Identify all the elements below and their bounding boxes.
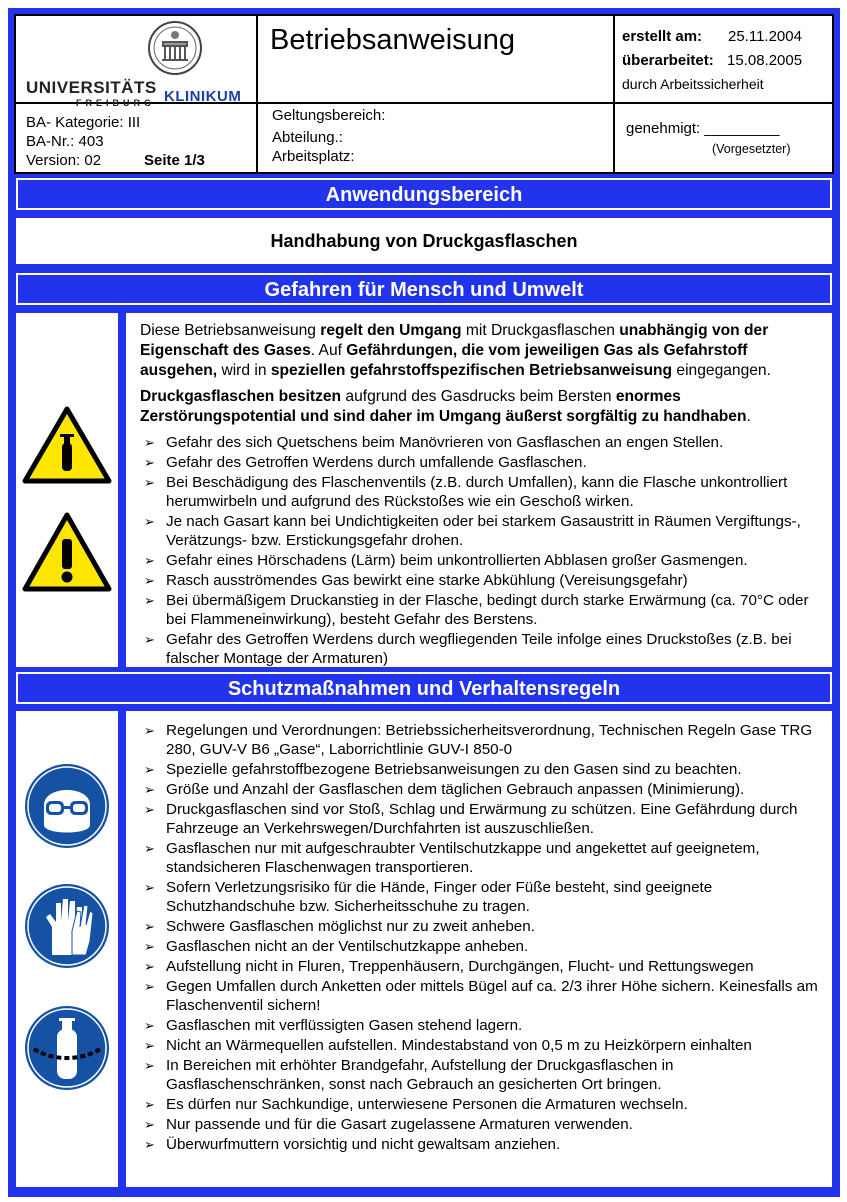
list-item-text: Spezielle gefahrstoffbezogene Betriebsanweisungen zu den Gasen sind zu beachten. [166,761,742,778]
university-logo [22,20,252,108]
text-run: enormes Zerstörungspotential und sind daher im Umgang äußerst sorgfältig zu handhaben [140,388,747,425]
section-anwendungsbereich-content [16,218,832,264]
hazard-list-item [140,512,826,550]
list-item-text: Bei übermäßigem Druckanstieg in der Flasche, bedingt durch starke Erwärmung (ca. 70°C oder bei Flammeneinwirkung), besteht Gefahr des Berstens. [166,592,809,628]
arrow-bullet-icon: ➢ [144,1038,155,1053]
hazard-list-item [140,591,826,629]
arrow-bullet-icon: ➢ [144,475,155,490]
list-item-text: Nicht an Wärmequellen aufstellen. Mindestabstand von 0,5 m zu Heizkörpern einhalten [166,1037,752,1054]
hazard-list-item [140,551,826,570]
list-item-text: Nur passende und für die Gasart zugelassene Armaturen verwenden. [166,1116,633,1133]
arrow-bullet-icon: ➢ [144,1097,155,1112]
arrow-bullet-icon: ➢ [144,455,155,470]
arrow-bullet-icon: ➢ [144,782,155,797]
gas-cylinder-warning-icon [21,405,113,485]
arrow-bullet-icon: ➢ [144,919,155,934]
list-item-text: Gefahr des sich Quetschens beim Manövrieren von Gasflaschen an engen Stellen. [166,434,724,451]
protection-list-item [140,977,826,1015]
list-item-text: Gasflaschen mit verflüssigten Gasen stehend lagern. [166,1017,523,1034]
list-item-text: Druckgasflaschen sind vor Stoß, Schlag und Erwärmung zu schützen. Eine Gefährdung durch Fahrzeuge an Verkehrswegen/Durchfahrten ist auszuschließen. [166,801,798,837]
list-item-text: Gefahr des Getroffen Werdens durch umfallende Gasflaschen. [166,454,587,471]
protection-list [140,721,826,1154]
text-run: Gefährdungen, die vom jeweiligen Gas als Gefahrstoff ausgehen, [140,342,748,379]
protection-list-item [140,878,826,916]
protection-list-item [140,839,826,877]
page-number: Seite 1/3 [144,152,205,169]
list-item-text: Gefahr eines Hörschadens (Lärm) beim unkontrollierten Abblasen großer Gasmengen. [166,552,748,569]
arrow-bullet-icon: ➢ [144,841,155,856]
protection-list-item [140,1115,826,1134]
arrow-bullet-icon: ➢ [144,979,155,994]
hazard-list-item [140,433,826,452]
ba-kategorie: BA- Kategorie: III [26,114,141,131]
abteilung: Abteilung.: [272,129,343,146]
list-item-text: Je nach Gasart kann bei Undichtigkeiten oder bei starkem Gasaustritt in Räumen Vergiftungs-, Verätzungs- bzw. Erstickungsgefahr drohen. [166,513,801,549]
supervisor-label: (Vorgesetzter) [712,142,791,156]
text-run: eingegangen. [672,362,771,379]
section-heading-gefahren: Gefahren für Mensch und Umwelt [16,273,832,305]
list-item-text: Aufstellung nicht in Fluren, Treppenhäusern, Durchgängen, Flucht- und Rettungswegen [166,958,754,975]
document-page [8,8,840,1197]
hazard-pictogram-column [16,313,118,667]
header-box [14,14,834,174]
hazard-warning-paragraph [140,387,826,427]
revised-by: durch Arbeitssicherheit [622,76,764,92]
list-item-text: Gefahr des Getroffen Werdens durch wegfliegenden Teile infolge eines Druckstoßes (z.B. bei falscher Montage der Armaturen) [166,631,792,667]
text-run: aufgrund des Gasdrucks beim Bersten [341,388,616,405]
protection-list-item [140,1095,826,1114]
hazard-list-item [140,630,826,668]
list-item-text: Schwere Gasflaschen möglichst nur zu zweit anheben. [166,918,535,935]
list-item-text: Gasflaschen nur mit aufgeschraubter Ventilschutzkappe und angekettet auf geeignetem, standsicheren Flaschenwagen transportieren. [166,840,760,876]
arrow-bullet-icon: ➢ [144,553,155,568]
version: Version: 02 [26,152,102,169]
protection-list-item [140,721,826,759]
list-item-text: Es dürfen nur Sachkundige, unterwiesene Personen die Armaturen wechseln. [166,1096,688,1113]
hazard-list [140,433,826,668]
list-item-text: Rasch ausströmendes Gas bewirkt eine starke Abkühlung (Vereisungsgefahr) [166,572,688,589]
protection-list-item [140,780,826,799]
arrow-bullet-icon: ➢ [144,514,155,529]
arrow-bullet-icon: ➢ [144,1137,155,1152]
university-seal-icon [147,20,203,76]
list-item-text: Regelungen und Verordnungen: Betriebssicherheitsverordnung, Technischen Regeln Gase TRG 280, GUV-V B6 „Gase“, Laborrichtlinie GUV-I 850-0 [166,722,813,758]
protection-list-item [140,937,826,956]
general-warning-icon [21,511,113,593]
text-run: . Auf [310,342,347,359]
hazard-text-column [126,313,832,667]
logo-klinikum: KLINIKUM [164,88,242,105]
section-heading-schutzmassnahmen: Schutzmaßnahmen und Verhaltensregeln [16,672,832,704]
arrow-bullet-icon: ➢ [144,632,155,647]
protection-list-item [140,957,826,976]
text-run: mit Druckgasflaschen [461,322,620,339]
created-label: erstellt am: [622,28,703,45]
list-item-text: Bei Beschädigung des Flaschenventils (z.B. durch Umfallen), kann die Flasche unkontrolliert herumwirbeln und aufgrund des Rückstoßes wie ein Geschoß wirken. [166,474,788,510]
list-item-text: Sofern Verletzungsrisiko für die Hände, Finger oder Füße besteht, sind geeignete Schutzhandschuhe bzw. Sicherheitsschuhe zu tragen. [166,879,713,915]
hazard-list-item [140,571,826,590]
text-run: wird in [217,362,271,379]
arrow-bullet-icon: ➢ [144,573,155,588]
protection-list-item [140,1135,826,1154]
protection-list-item [140,1036,826,1055]
arrow-bullet-icon: ➢ [144,723,155,738]
text-run: . [746,408,751,425]
protection-list-item [140,760,826,779]
list-item-text: Überwurfmuttern vorsichtig und nicht gewaltsam anziehen. [166,1136,561,1153]
protection-text-column [126,711,832,1187]
arrow-bullet-icon: ➢ [144,959,155,974]
text-run: regelt den Umgang [320,322,462,339]
arrow-bullet-icon: ➢ [144,802,155,817]
list-item-text: Gegen Umfallen durch Anketten oder mittels Bügel auf ca. 2/3 ihrer Höhe sichern. Keinesfalls am Flaschenventil sichern! [166,978,818,1014]
application-subject: Handhabung von Druckgasflaschen [270,231,578,251]
protection-list-item [140,800,826,838]
protection-list-item [140,1056,826,1094]
secure-gas-cylinder-mandatory-icon [22,1003,112,1093]
protection-pictogram-column [16,711,118,1187]
arrow-bullet-icon: ➢ [144,593,155,608]
approved-field: genehmigt: _________ [626,120,780,137]
hazard-list-item [140,453,826,472]
arrow-bullet-icon: ➢ [144,880,155,895]
arbeitsplatz: Arbeitsplatz: [272,148,355,165]
text-run: Diese Betriebsanweisung [140,322,321,339]
arrow-bullet-icon: ➢ [144,1117,155,1132]
arrow-bullet-icon: ➢ [144,762,155,777]
ba-nr: BA-Nr.: 403 [26,133,104,150]
hazard-intro-paragraph [140,321,826,381]
document-title: Betriebsanweisung [270,24,516,56]
list-item-text: Größe und Anzahl der Gasflaschen dem täglichen Gebrauch anpassen (Minimierung). [166,781,745,798]
arrow-bullet-icon: ➢ [144,435,155,450]
revised-date: 15.08.2005 [727,52,803,69]
arrow-bullet-icon: ➢ [144,939,155,954]
section-heading-anwendungsbereich: Anwendungsbereich [16,178,832,210]
protection-list-item [140,917,826,936]
created-date: 25.11.2004 [728,28,802,45]
geltungsbereich: Geltungsbereich: [272,107,386,124]
revised-label: überarbeitet: [622,52,714,69]
hand-protection-mandatory-icon [22,881,112,971]
list-item-text: Gasflaschen nicht an der Ventilschutzkappe anheben. [166,938,529,955]
protection-list-item [140,1016,826,1035]
arrow-bullet-icon: ➢ [144,1058,155,1073]
list-item-text: In Bereichen mit erhöhter Brandgefahr, Aufstellung der Druckgasflaschen in Gasflaschenschränken, sonst nach Gebrauch an gesicherten Ort bringen. [166,1057,674,1093]
logo-freiburg: FREIBURG [76,98,155,108]
text-run: speziellen gefahrstoffspezifischen Betriebsanweisung [270,362,673,379]
arrow-bullet-icon: ➢ [144,1018,155,1033]
eye-protection-mandatory-icon [22,761,112,851]
hazard-list-item [140,473,826,511]
text-run: unabhängig von der Eigenschaft des Gases [140,322,769,359]
logo-universitaets: UNIVERSITÄTS [26,78,157,97]
text-run: Druckgasflaschen besitzen [140,388,342,405]
